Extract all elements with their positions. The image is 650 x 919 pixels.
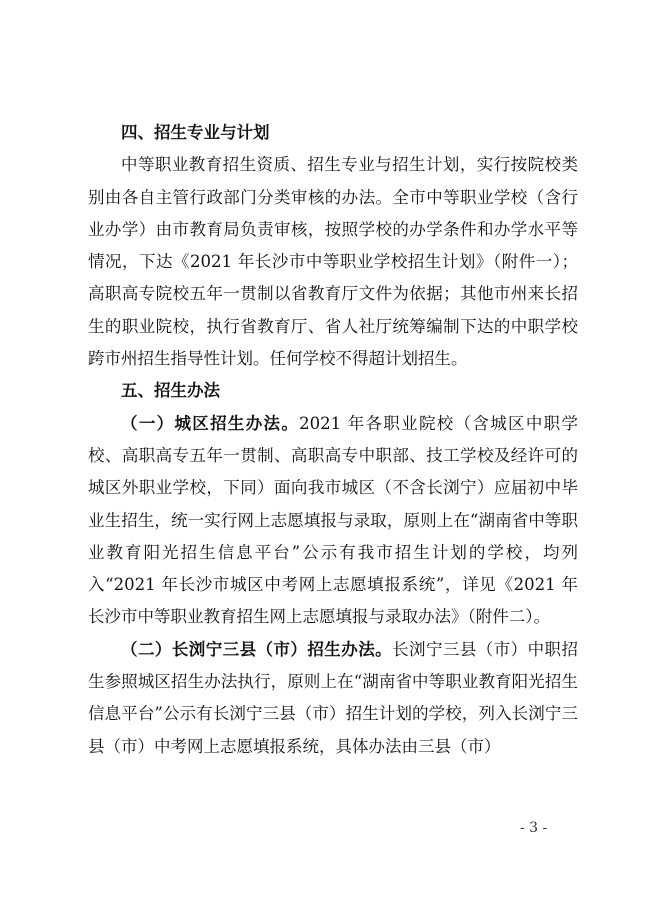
page-number: - 3 - <box>520 820 548 836</box>
section-4-heading: 四、招生专业与计划 <box>121 123 270 142</box>
item-1-body: 2021 年各职业院校（含城区中职学校、高职高专五年一贯制、高职高专中职部、技工学校及经许可的城区外职业学校，下同）面向我市城区（不含长浏宁）应届初中毕业生招生，统一实行网上志愿填报与录取，原则上在“湖南省中等职业教育阳光招生信息平台”公示有我市招生计划的学校，均列入“2021 年长沙市城区中考网上志愿填报系统”，详见《2021 年长沙市中等职业教育招生网上志愿填报与录取办法》（附件二）。 <box>88 413 578 627</box>
item-2-title: （二）长浏宁三县（市）招生办法。 <box>121 639 393 659</box>
section-5-item-2 <box>88 634 578 763</box>
item-1-title: （一）城区招生办法。 <box>121 413 300 433</box>
section-5-heading: 五、招生办法 <box>121 381 220 401</box>
section-4-paragraph: 中等职业教育招生资质、招生专业与招生计划，实行按院校类别由各自主管行政部门分类审核的办法。全市中等职业学校（含行业办学）由市教育局负责审核，按照学校的办学条件和办学水平等情况，下达《2021 年长沙市中等职业学校招生计划》（附件一）；高职高专院校五年一贯制以省教育厅文件为依据；其他市州来长招生的职业院校，执行省教育厅、省人社厅统筹编制下达的中职学校跨市州招生指导性计划。任何学校不得超计划招生。 <box>88 155 578 369</box>
item-2-body: 长浏宁三县（市）中职招生参照城区招生办法执行，原则上在“湖南省中等职业教育阳光招生信息平台”公示有长浏宁三县（市）招生计划的学校，列入长浏宁三县（市）中考网上志愿填报系统，具体办法由三县（市） <box>88 639 579 756</box>
document-body <box>88 117 578 763</box>
section-5-item-1 <box>88 408 578 634</box>
